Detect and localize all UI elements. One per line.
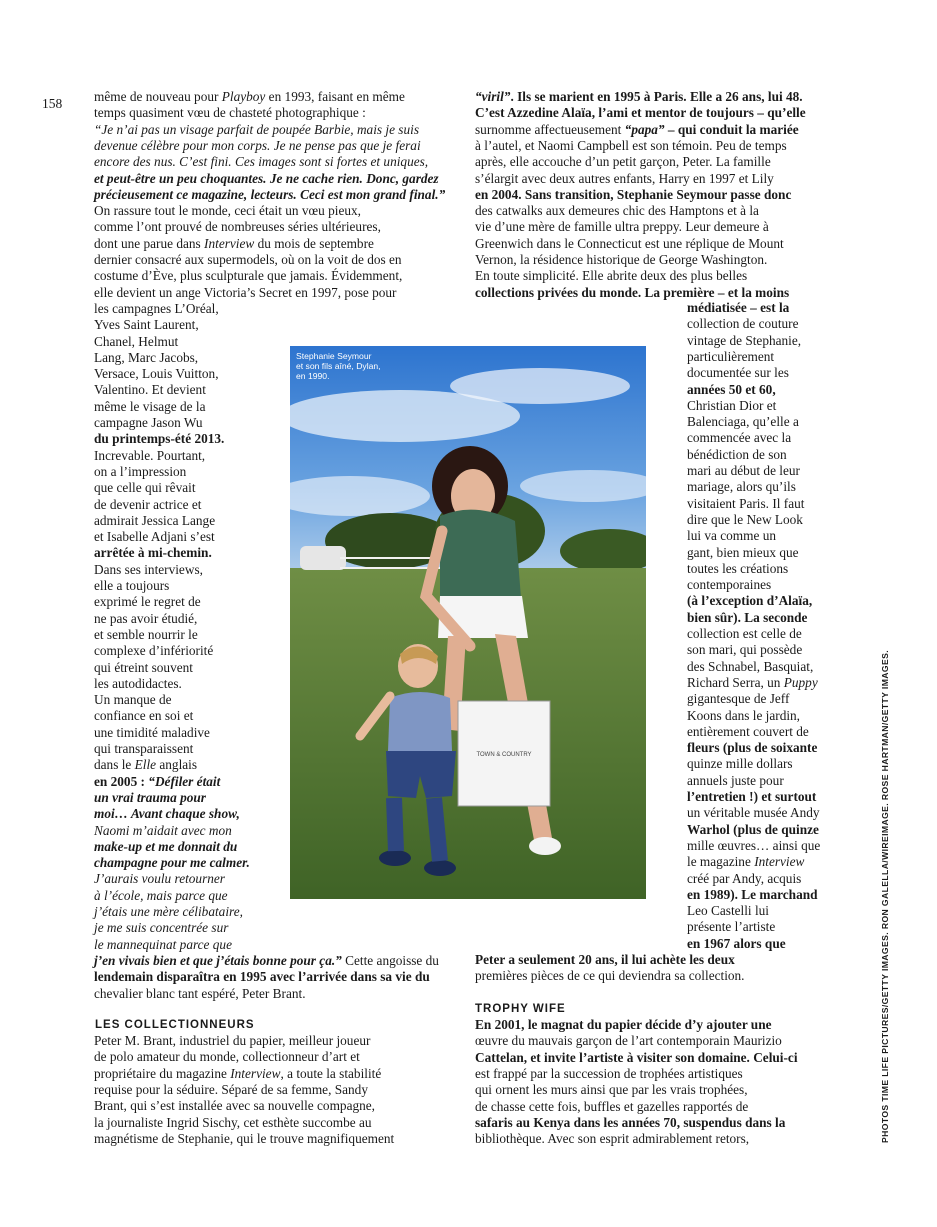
text-line [94,594,201,610]
photo-caption-line: Stephanie Seymour [296,351,372,361]
text-run: un vrai trauma pour [94,789,206,805]
photo-caption-line: et son fils aîné, Dylan, [296,361,381,371]
text-run: Christian Dior et [687,397,777,413]
text-line [687,903,769,919]
text-run: même de nouveau pour [94,89,222,104]
text-line [475,187,791,203]
text-line [687,463,800,479]
text-run: anglais [156,757,198,773]
text-run: elle a toujours [94,578,170,593]
text-line [94,334,178,350]
text-line [475,252,767,268]
text-line [94,871,225,887]
text-line [94,806,240,822]
text-run: Versace, Louis Vuitton, [94,366,219,382]
text-run: – qui conduit la mariée [664,121,799,137]
text-line [94,757,197,773]
text-run: Lang, Marc Jacobs, [94,349,199,365]
text-line [94,268,402,284]
text-run: confiance en soi et [94,708,194,724]
text-run: En 2001, le magnat du papier décide d’y ajouter une [475,1017,772,1032]
text-line [94,366,219,382]
text-run: présente l’artiste [687,919,776,935]
text-run: de polo amateur du monde, collectionneur d’art et [94,1049,360,1065]
text-line [687,333,801,349]
text-line [94,480,196,496]
text-line [94,513,215,529]
text-line [94,1033,370,1049]
text-run: en 1993, faisant en même [265,89,405,104]
text-line [687,528,776,544]
photo-illustration [290,346,646,899]
text-run: qui étreint souvent [94,659,193,675]
text-line [475,968,745,984]
text-run: la journaliste Ingrid Sischy, cet esthète succombe au [94,1114,372,1130]
text-run: Chanel, Helmut [94,333,179,349]
text-line [687,642,802,658]
text-run: annuels juste pour [687,772,784,788]
text-line [94,219,381,235]
text-run: bibliothèque. Avec son esprit admirablement retors, [475,1131,750,1147]
text-run: lendemain disparaîtra en 1995 avec l’arrivée dans sa vie du [94,969,430,985]
text-line [475,236,784,252]
text-line [475,1066,743,1082]
text-line [94,1082,368,1098]
section-heading-trophy-wife: TROPHY WIFE [475,1003,566,1015]
text-run: toutes les créations [687,560,789,576]
text-run: dans le [94,757,135,773]
text-run: on a l’impression [94,463,187,479]
text-run: je me suis concentrée sur [94,920,229,936]
text-run: à l’autel, et Naomi Campbell est son témoin. Peu de temps [475,137,787,153]
text-run: mille œuvres… ainsi que [687,837,821,853]
text-run: lui va comme un [687,528,776,544]
text-run: contemporaines [687,577,772,593]
text-line [687,512,803,528]
text-run: Interview [204,235,255,251]
text-line [687,414,799,430]
text-run: le magazine [687,854,755,870]
text-line [94,252,402,268]
text-run: entièrement couvert de [687,723,809,739]
text-line [94,823,232,839]
text-line [687,919,775,935]
text-line [94,529,215,545]
text-run: premières pièces de ce qui deviendra sa collection. [475,968,745,984]
text-run: les autodidactes. [94,675,182,691]
text-line [475,1115,785,1131]
text-run: make-up et me donnait du [94,838,238,854]
text-line [94,986,306,1002]
text-line [94,464,186,480]
text-run: à l’école, mais parce que [94,887,228,903]
text-line [687,430,791,446]
text-run: Naomi m’aidait avec mon [94,822,232,838]
text-run: Increvable. Pourtant, [94,447,206,463]
text-run: vintage de Stephanie, [687,332,802,348]
text-line [475,1131,749,1147]
text-line [687,561,788,577]
text-run: encore des nus. C’est fini. Ces images sont si fortes et uniques, [94,154,429,170]
text-run: mari au début de leur [687,463,800,478]
text-run: fleurs (plus de soixante [687,740,818,756]
text-line [94,317,199,333]
text-run: dont une parue dans [94,235,205,251]
text-line [94,171,439,187]
text-run: Koons dans le jardin, [687,707,801,723]
text-run: moi… Avant chaque show, [94,806,240,822]
text-line [94,1098,375,1114]
text-run: exprimé le regret de [94,594,201,610]
text-line [94,1115,372,1131]
text-run: Greenwich dans le Connecticut est une réplique de Mount [475,235,784,251]
text-run: collection est celle de [687,626,802,641]
text-run: du printemps-été 2013. [94,431,225,447]
text-line [687,854,804,870]
text-line [94,382,206,398]
text-run: en 2004. Sans transition, Stephanie Seymour passe donc [475,186,792,202]
text-line [687,593,812,609]
text-run: “viril” [475,89,511,104]
text-line [475,1050,798,1066]
text-run: du mois de septembre [254,235,374,251]
text-line [687,756,793,772]
bag-text: TOWN & COUNTRY [476,752,532,758]
text-line [94,904,243,920]
text-run: les campagnes L’Oréal, [94,300,219,316]
text-run: son mari, qui possède [687,642,803,658]
text-line [475,1099,748,1115]
text-line [94,790,206,806]
text-run: que celle qui rêvait [94,480,196,496]
text-run: un véritable musée Andy [687,805,820,821]
text-line [94,627,198,643]
text-line [94,660,193,676]
photo-caption [296,351,381,381]
text-run: C’est Azzedine Alaïa, l’ami et mentor de toujours – qu’elle [475,105,806,121]
text-line [94,415,203,431]
text-run: Peter a seulement 20 ans, il lui achète les deux [475,952,735,967]
text-line [687,398,776,414]
text-line [687,479,796,495]
text-line [687,349,774,365]
text-run: qui ornent les murs ainsi que par les vrais trophées, [475,1082,748,1098]
text-line [94,953,439,969]
photo-caption-line: en 1990. [296,371,330,381]
text-run: campagne Jason Wu [94,415,203,430]
photo-credit: PHOTOS TIME LIFE PICTURES/GETTY IMAGES. RON GALELLA/WIREIMAGE. ROSE HARTMAN/GETTY IMAGES. [880,649,890,1143]
text-run: documentée sur les [687,365,789,381]
text-line [687,822,819,838]
text-run: même le visage de la [94,398,206,414]
text-line [687,691,789,707]
text-line [687,838,820,854]
text-run: gant, bien mieux que [687,544,799,560]
text-run: complexe d’infériorité [94,643,214,659]
text-run: gigantesque de Jeff [687,691,790,707]
text-run: en 1989). Le marchand [687,886,818,902]
text-run: Brant, qui s’est installée avec sa nouvelle compagne, [94,1098,375,1114]
text-line [687,789,816,805]
text-run: précieusement ce magazine, lecteurs. Ceci est mon grand final.” [94,186,446,202]
text-line [687,708,800,724]
text-run: arrêtée à mi-chemin. [94,545,212,561]
text-line [687,936,786,952]
text-run: vie d’une mère de famille ultra preppy. Leur demeure à [475,219,769,235]
text-line [94,154,428,170]
text-line [687,805,820,821]
text-run: “papa” [624,121,665,137]
text-run: Playboy [221,89,266,104]
text-run: chevalier blanc tant espéré, Peter Brant. [94,985,306,1001]
photo-stephanie-seymour-and-son [290,346,646,899]
text-run: Interview [230,1065,281,1081]
text-run: . Ils se marient en 1995 à Paris. Elle a 26 ans, lui 48. [510,89,803,104]
text-run: de chasse cette fois, buffles et gazelles rapportés de [475,1098,749,1114]
text-run: admirait Jessica Lange [94,512,216,528]
text-run: Un manque de [94,692,172,708]
text-run: en 2005 : [94,773,149,789]
text-line [94,920,228,936]
text-run: commencée avec la [687,430,792,446]
text-run: requise pour la séduire. Séparé de sa femme, Sandy [94,1082,368,1097]
text-line [687,724,809,740]
text-run: mariage, alors qu’ils [687,479,796,495]
text-line [687,887,818,903]
text-run: quinze mille dollars [687,756,793,772]
text-line [475,1082,748,1098]
text-run: Elle [134,757,157,773]
text-run: (à l’exception d’Alaïa, [687,593,813,609]
text-line [94,431,224,447]
text-line [687,610,807,626]
text-line [94,578,169,594]
text-line [475,154,771,170]
text-line [94,187,445,203]
text-run: champagne pour me calmer. [94,855,250,871]
text-line [94,855,250,871]
text-line [687,740,817,756]
text-line [94,138,421,154]
text-run: Vernon, la résidence historique de George Washington. [475,252,768,267]
text-run: collections privées du monde. La première – et la moins [475,284,790,300]
text-run: Puppy [783,674,818,690]
text-line [687,871,801,887]
text-line [687,545,799,561]
text-run: dernier consacré aux supermodels, où on la voit de dos en [94,252,402,267]
text-run: elle devient un ange Victoria’s Secret en 1997, pose pour [94,284,397,300]
text-line [687,659,813,675]
text-line [94,643,213,659]
text-run: Interview [754,854,805,870]
text-line [687,496,804,512]
text-run: Valentino. Et devient [94,382,206,398]
text-line [94,1131,394,1147]
text-line [94,676,182,692]
text-run: après, elle accouche d’un petit garçon, Peter. La famille [475,154,771,170]
text-run: Cette angoisse du [341,952,439,968]
text-line [94,105,366,121]
section-heading-collectionneurs: LES COLLECTIONNEURS [95,1019,255,1031]
text-run: une timidité maladive [94,724,210,740]
text-line [687,626,802,642]
text-line [94,89,405,105]
text-line [475,268,747,284]
text-run: créé par Andy, acquis [687,870,802,886]
text-line [687,577,771,593]
text-line [475,952,735,968]
text-run: devenue célèbre pour mon corps. Je ne pense pas que je ferai [94,137,421,153]
text-line [687,773,784,789]
text-run: Cattelan, et invite l’artiste à visiter son domaine. Celui-ci [475,1049,798,1065]
text-run: “Défiler était [148,773,221,789]
text-line [687,447,787,463]
text-run: visitaient Paris. Il faut [687,495,805,511]
text-line [475,1017,772,1033]
text-run: Yves Saint Laurent, [94,317,199,333]
text-line [687,316,799,332]
text-run: l’entretien !) et surtout [687,789,817,804]
text-line [94,725,210,741]
text-line [94,350,198,366]
text-line [94,562,203,578]
text-run: et semble nourrir le [94,626,198,642]
text-run: Warhol (plus de quinze [687,821,819,837]
text-line [94,122,419,138]
text-line [94,285,396,301]
text-run: safaris au Kenya dans les années 70, suspendus dans la [475,1114,786,1130]
text-line [475,203,759,219]
text-run: surnomme affectueusement [475,121,625,137]
text-run: collection de couture [687,316,799,332]
text-run: “Je n’ai pas un visage parfait de poupée Barbie, mais je suis [94,121,419,137]
page-number: 158 [42,96,63,111]
text-run: Balenciaga, qu’elle a [687,414,799,430]
text-run: Richard Serra, un [687,674,784,690]
text-line [94,1066,381,1082]
text-run: bien sûr). La seconde [687,609,808,625]
text-run: s’élargit avec deux autres enfants, Harry en 1997 et Lily [475,170,774,186]
text-line [94,236,374,252]
text-run: Leo Castelli lui [687,903,769,919]
text-run: de devenir actrice et [94,496,202,512]
text-run: Dans ses interviews, [94,561,203,577]
text-run: j’en vivais bien et que j’étais bonne pour ça.” [94,952,342,968]
text-line [475,1033,782,1049]
text-run: le mannequinat parce que [94,936,232,952]
text-line [687,365,789,381]
text-run: propriétaire du magazine [94,1065,231,1081]
text-line [94,399,206,415]
text-line [94,774,220,790]
text-run: magnétisme de Stephanie, qui le trouve magnifiquement [94,1131,395,1147]
text-run: des catwalks aux demeures chic des Hamptons et à la [475,203,759,219]
text-line [94,937,232,953]
text-line [94,741,193,757]
text-run: J’aurais voulu retourner [94,871,225,887]
text-line [94,839,237,855]
text-line [475,105,806,121]
text-run: comme l’ont prouvé de nombreuses séries ultérieures, [94,219,381,235]
text-run: costume d’Ève, plus sculpturale que jamais. Évidemment, [94,268,403,284]
text-run: et Isabelle Adjani s’est [94,529,215,545]
text-line [475,285,789,301]
text-line [475,219,769,235]
text-run: qui transparaissent [94,741,194,756]
text-run: médiatisée – est la [687,300,790,315]
text-run: bénédiction de son [687,446,787,462]
text-run: temps quasiment vœu de chasteté photographique : [94,105,366,121]
text-line [94,203,361,219]
text-line [94,497,201,513]
text-line [94,708,193,724]
text-line [94,1049,360,1065]
text-line [94,545,212,561]
text-run: En toute simplicité. Elle abrite deux des plus belles [475,268,748,284]
text-line [94,301,219,317]
text-line [94,611,197,627]
text-run: années 50 et 60, [687,381,776,397]
text-line [94,969,430,985]
text-line [475,122,799,138]
text-line [687,382,776,398]
text-run: des Schnabel, Basquiat, [687,658,814,674]
text-run: j’étais une mère célibataire, [94,904,243,919]
text-run: et peut-être un peu choquantes. Je ne cache rien. Donc, gardez [94,170,439,186]
text-line [475,171,774,187]
text-run: en 1967 alors que [687,935,786,951]
text-line [687,300,789,316]
text-run: On rassure tout le monde, ceci était un vœu pieux, [94,203,361,219]
text-line [687,675,818,691]
text-line [475,89,803,105]
text-run: œuvre du mauvais garçon de l’art contemporain Maurizio [475,1033,782,1049]
text-line [94,692,172,708]
text-run: Peter M. Brant, industriel du papier, meilleur joueur [94,1033,371,1048]
text-run: est frappé par la succession de trophées artistiques [475,1065,743,1081]
text-run: particulièrement [687,348,775,364]
text-run: ne pas avoir étudié, [94,610,198,626]
text-run: , a toute la stabilité [280,1065,382,1081]
text-run: dire que le New Look [687,511,803,527]
text-line [475,138,787,154]
text-line [94,888,228,904]
text-line [94,448,205,464]
